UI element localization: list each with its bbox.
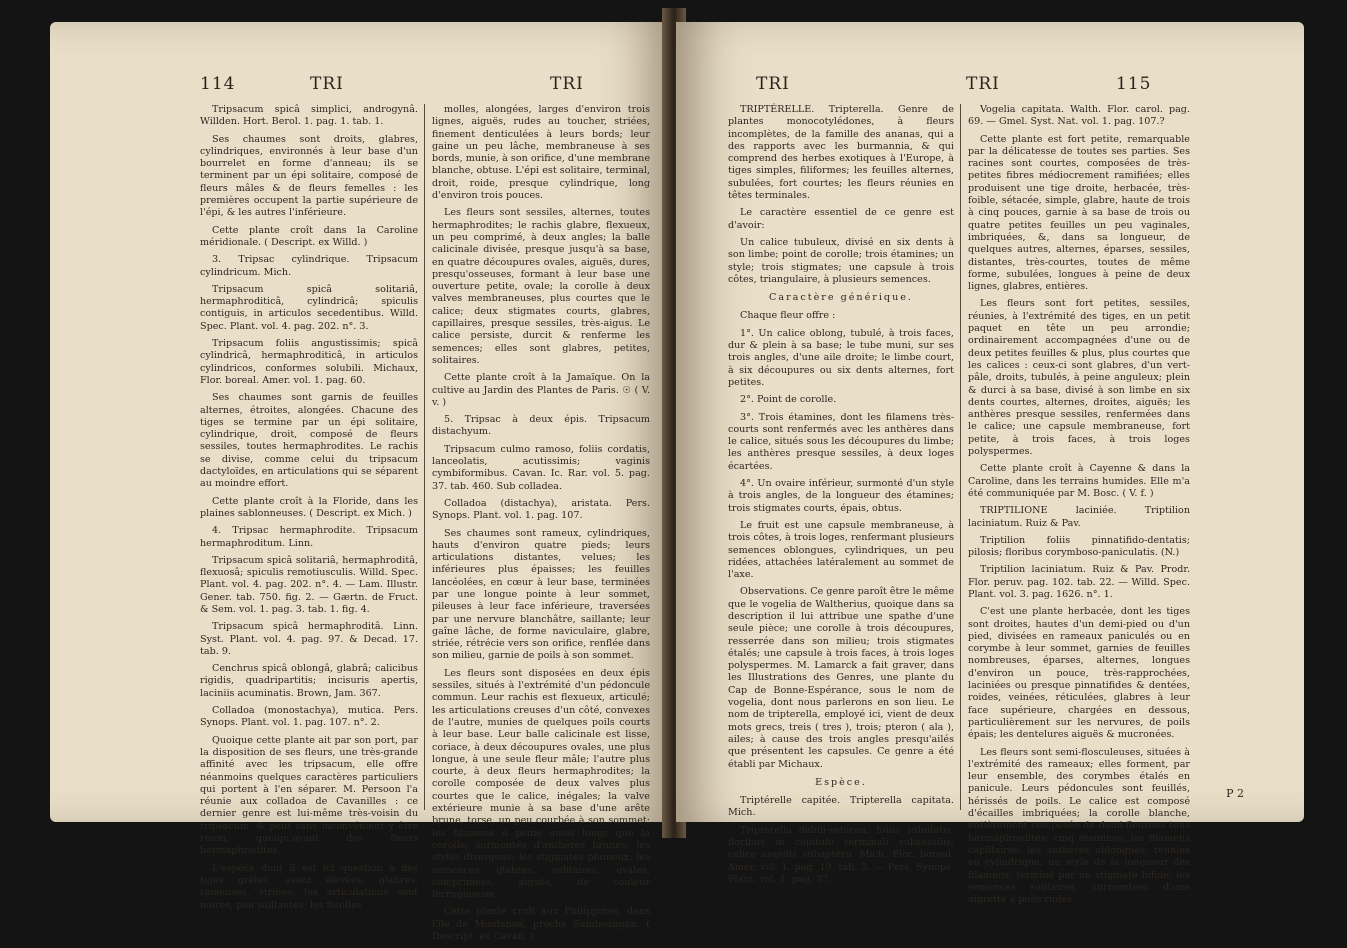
paragraph: Ses chaumes sont garnis de feuilles alternes, étroites, alongées. Chacune des tiges se termine par un épi solitaire, cylindrique, droit, composé de fleurs sessiles, toutes hermaphrodites. Le rachis se divise, comme celui du tripsacum dactyloïdes, en articulations qui se séparent au moindre effort. — [200, 392, 418, 490]
left-running-head: TRI — [310, 74, 344, 94]
paragraph: Triptilion foliis pinnatifido-dentatis; pilosis; floribus corymboso-paniculatis. (N.) — [968, 534, 1190, 559]
paragraph: Triptilion laciniatum. Ruiz & Pav. Prodr. Flor. peruv. pag. 102. tab. 22. — Willd. Spec. Plant. vol. 3. pag. 1626. n°. 1. — [968, 564, 1190, 600]
column-rule — [424, 104, 425, 810]
paragraph: Le caractère essentiel de ce genre est d'avoir: — [728, 207, 954, 231]
paragraph: Tripsacum spicâ solitariâ, hermaphroditâ, flexuosâ; spiculis remotiusculis. Willd. Spec. Plant. vol. 4. pag. 202. n°. 4. — Lam. Illustr. Gener. tab. 750. fig. 2. — Gærtn. de Fruct. & Sem. vol. 1. pag. 3. tab. 1. fig. 4. — [200, 554, 418, 615]
paragraph: 4. Tripsac hermaphrodite. Tripsacum hermaphroditum. Linn. — [200, 525, 418, 549]
paragraph: Le fruit est une capsule membraneuse, à trois côtes, à trois loges, renfermant plusieurs semences oblongues, cylindriques, un peu ridées, attachées latéralement au sommet de l'axe. — [728, 519, 954, 581]
paragraph: Tripterella debili-setacea, foliis subulatis; floribus in capitulo terminali subsessilis; calice angulis subaptero. Mich. Flor. boreal. Amer. vol. 1. pag. 19. tab. 3. — Pers. Synops. Plant. vol. 1. pag. 37. — [728, 824, 954, 885]
column-rule — [960, 104, 961, 810]
paragraph: Cette plante croît à la Floride, dans les plaines sablonneuses. ( Descript. ex Mich. ) — [200, 495, 418, 519]
paragraph: TRIPTÉRELLE. Tripterella. Genre de plantes monocotylédones, à fleurs incomplètes, de la famille des ananas, qui a des rapports avec les burmannia, & qui comprend des herbes exotiques à l'Europe, à tiges simples, filiformes; les feuilles alternes, subulées, fort courtes; les fleurs réunies en têtes terminales. — [728, 104, 954, 202]
paragraph: Quoique cette plante ait par son port, par la disposition de ses fleurs, une très-grande affinité avec les tripsacum, elle offre néanmoins quelques caractères particuliers qui portent à l'en séparer. M. Persoon l'a réunie aux colladoa de Cavanilles : ce dernier genre est lui-même très-voisin du tripsacum, & peut sans inconvénient y être réuni, quoiqu'ayant des fleurs hermaphrodites. — [200, 734, 418, 857]
left-column-2 — [432, 104, 650, 948]
paragraph: Un calice tubuleux, divisé en six dents à son limbe; point de corolle; trois étamines; un style; trois stigmates; une capsule à trois côtes, triangulaire, à plusieurs semences. — [728, 236, 954, 285]
paragraph: C'est une plante herbacée, dont les tiges sont droites, hautes d'un demi-pied ou d'un pied, divisées en rameaux paniculés ou en corymbe à leur sommet, garnies de feuilles nombreuses, éparses, alternes, longues d'environ un pouce, très-rapprochées, laciniées ou presque pinnatifides & dentées, roides, veinées, réticulées, glabres à leur face supérieure, chargées en dessous, particulièrement sur les nervures, de poils épais; les dentelures aiguës & mucronées. — [968, 606, 1190, 741]
paragraph: 3. Tripsac cylindrique. Tripsacum cylindricum. Mich. — [200, 254, 418, 278]
left-page-number: 114 — [200, 74, 236, 94]
paragraph: Ses chaumes sont droits, glabres, cylindriques, environnés à leur base d'un bourrelet en forme d'anneau; ils se terminent par un épi solitaire, composé de fleurs mâles & de fleurs femelles : les premières occupent la partie supérieure de l'épi, & les autres l'inférieure. — [200, 133, 418, 219]
paragraph: 1°. Un calice oblong, tubulé, à trois faces, dur & plein à sa base; le tube muni, sur ses trois angles, d'une aile droite; le limbe court, à six découpures ou six dents alternes, fort petites. — [728, 327, 954, 388]
paragraph: Colladoa (monostachya), mutica. Pers. Synops. Plant. vol. 1. pag. 107. n°. 2. — [200, 705, 418, 729]
paragraph: molles, alongées, larges d'environ trois lignes, aiguës, rudes au toucher, striées, finement denticulées à leurs bords; leur gaine un peu lâche, membraneuse à ses bords, munie, à son orifice, d'une membrane blanche, obtuse. L'épi est solitaire, terminal, droit, roide, presque cylindrique, long d'environ trois pouces. — [432, 104, 650, 202]
paragraph: L'espèce dont il est ici question a des tiges grêles, assez élevées, glabres, rameuses, striées; les articulations sont noires, peu saillantes; les feuilles — [200, 862, 418, 911]
paragraph: Espèce. — [815, 776, 867, 788]
paragraph: Colladoa (distachya), aristata. Pers. Synops. Plant. vol. 1. pag. 107. — [432, 497, 650, 522]
right-column-1 — [728, 104, 954, 891]
paragraph: Chaque fleur offre : — [740, 310, 836, 322]
right-page-number: 115 — [1116, 74, 1152, 94]
paragraph: Cette plante croît aux Philippines, dans l'île de Mindanoa, proche Samboangan. ( Descript. ex Cavan. ) — [432, 906, 650, 942]
signature-mark: P 2 — [1226, 787, 1244, 800]
left-running-head-2: TRI — [550, 74, 584, 94]
paragraph: Vogelia capitata. Walth. Flor. carol. pag. 69. — Gmel. Syst. Nat. vol. 1. pag. 107.? — [968, 104, 1190, 128]
paragraph: Les fleurs sont semi-flosculeuses, situées à l'extrémité des rameaux; elles forment, par leur ensemble, des corymbes étalés en panicule. Leurs pédoncules sont feuillés, hérissés de poils. Le calice est composé d'écailles imbriquées; la corolle blanche, entièrement composée de demi-fleurons tous hermaphrodites; cinq étamines; les filamens capillaires; les anthères oblongues, réunies en cylindrique; un style de la longueur des filamens, terminé par un stigmate bifide; les semences solitaires, surmontées d'une aigrette à poils rudes. — [968, 746, 1190, 906]
right-page — [676, 22, 1304, 906]
right-running-head: TRI — [756, 74, 790, 94]
paragraph: Tripsacum culmo ramoso, foliis cordatis, lanceolatis, acutissimis; vaginis cymbiformibus. Cavan. Ic. Rar. vol. 5. pag. 37. tab. 460. Sub colladea. — [432, 443, 650, 492]
open-book — [40, 8, 1308, 942]
paragraph: 5. Tripsac à deux épis. Tripsacum distachyum. — [432, 414, 650, 438]
paragraph: TRIPTILIONE laciniée. Triptilion laciniatum. Ruiz & Pav. — [968, 505, 1190, 529]
paragraph: Triptérelle capitée. Tripterella capitata. Mich. — [728, 795, 954, 819]
paragraph: 3°. Trois étamines, dont les filamens très-courts sont renfermés avec les anthères dans le calice, situés sous les découpures du limbe; les anthères presque sessiles, à deux loges écartées. — [728, 411, 954, 472]
paragraph: Observations. Ce genre paroît être le même que le vogelia de Waltherius, quoique dans sa description il lui attribue une spathe d'une seule pièce; une corolle à trois découpures, resserrée dans son milieu; trois stigmates étalés; une capsule à trois faces, à trois loges polyspermes. M. Lamarck a fait graver, dans les Illustrations des Genres, une plante du Cap de Bonne-Espérance, sous le nom de vogelia, dont nous parlerons en son lieu. Le nom de tripterella, employé ici, vient de deux mots grecs, treis ( tres ), trois; pteron ( ala ), ailes; à cause des trois angles presqu'ailés que présentent les capsules. Ce genre a été établi par Michaux. — [728, 586, 954, 770]
left-column-1 — [200, 104, 418, 917]
paragraph: Cette plante est fort petite, remarquable par la délicatesse de toutes ses parties. Ses racines sont courtes, composées de très-petites fibres médiocrement ramifiées; elles produisent une tige droite, herbacée, très-foible, sétacée, simple, glabre, haute de trois à cinq pouces, garnie à sa base de trois ou quatre petites feuilles un peu vaginales, imbriquées, &, dans sa longueur, de quelques autres, alternes, éparses, sessiles, distantes, très-courtes, toutes de même forme, subulées, longues à peine de deux lignes, glabres, entières. — [968, 133, 1190, 293]
paragraph: Caractère générique. — [769, 292, 913, 304]
paragraph: Tripsacum spicâ hermaphroditâ. Linn. Syst. Plant. vol. 4. pag. 97. & Decad. 17. tab. 9. — [200, 621, 418, 657]
paragraph: Cette plante croît à la Jamaïque. On la cultive au Jardin des Plantes de Paris. ☉ ( V. v. ) — [432, 372, 650, 408]
paragraph: Tripsacum foliis angustissimis; spicâ cylindricâ, hermaphroditicâ, in articulos cylindricos, conformes solubili. Michaux, Flor. boreal. Amer. vol. 1. pag. 60. — [200, 338, 418, 386]
paragraph: Les fleurs sont disposées en deux épis sessiles, situés à l'extrémité d'un pédoncule commun. Leur rachis est flexueux, articulé; les articulations creuses d'un côté, convexes de l'autre, munies de quelques poils courts à leur base. Leur balle calicinale est lisse, coriace, à deux découpures ovales, une plus longue, à une seule fleur mâle; l'autre plus courte, à deux fleurs hermaphrodites; la corolle composée de deux valves plus courtes que le calice, inégales; la valve extérieure munie à sa base d'une arête brune, torse, un peu courbée à son sommet; les filamens à peine aussi longs que la corolle, surmontés d'anthères brunes; les styles divergens; les stigmates plumeux; les semences glabres, solitaires, ovales, comprimées, aiguës, de couleur ferrugineuse. — [432, 667, 650, 901]
right-column-2 — [968, 104, 1190, 911]
right-running-head-2: TRI — [966, 74, 1000, 94]
paragraph: Les fleurs sont sessiles, alternes, toutes hermaphrodites; le rachis glabre, flexueux, un peu comprimé, à deux angles; la balle calicinale divisée, presque jusqu'à sa base, en quatre découpures ovales, aiguës, dures, presqu'osseuses, formant à leur base une ouverture petite, ovale; la corolle à deux valves membraneuses, plus courtes que le calice; deux stigmates courts, glabres, capillaires, presque sessiles, très-aigus. Le calice persiste, durcit & renferme les semences; elles sont glabres, petites, solitaires. — [432, 207, 650, 366]
paragraph: Cette plante croît dans la Caroline méridionale. ( Descript. ex Willd. ) — [200, 224, 418, 248]
paragraph: Ses chaumes sont rameux, cylindriques, hauts d'environ quatre pieds; leurs articulations distantes, velues; les inférieures plus épaisses; les feuilles lancéolées, en cœur à leur base, terminées par une longue pointe à leur sommet, pileuses à leur face inférieure, traversées par une nervure blanchâtre, saillante; leur gaîne lâche, de forme naviculaire, glabre, striée, rétrécie vers son orifice, renflée dans son milieu, garnie de poils à son sommet. — [432, 527, 650, 662]
paragraph: 2°. Point de corolle. — [740, 394, 837, 406]
left-page — [50, 22, 670, 942]
paragraph: Les fleurs sont fort petites, sessiles, réunies, à l'extrémité des tiges, en un petit paquet en tête un peu arrondie; ordinairement accompagnées d'une ou de deux petites feuilles & plus, plus courtes que les calices : ceux-ci sont glabres, d'un vert-pâle, droits, tubulés, à peine anguleux; plein & durci à sa base, divisé à son limbe en six dents courtes, alternes, droites, aiguës; les anthères presque sessiles, renfermées dans le calice; une capsule membraneuse, fort petite, à trois faces, à trois loges polyspermes. — [968, 298, 1190, 458]
paragraph: Tripsacum spicâ simplici, androgynâ. Willden. Hort. Berol. 1. pag. 1. tab. 1. — [200, 104, 418, 128]
paragraph: Tripsacum spicâ solitariâ, hermaphroditicâ, cylindricâ; spiculis contiguis, in articulos secedentibus. Willd. Spec. Plant. vol. 4. pag. 202. n°. 3. — [200, 283, 418, 332]
paragraph: Cenchrus spicâ oblongâ, glabrâ; calicibus rigidis, quadripartitis; incisuris apertis, laciniis acuminatis. Brown, Jam. 367. — [200, 663, 418, 699]
paragraph: 4°. Un ovaire inférieur, surmonté d'un style à trois angles, de la longueur des étamines; trois stigmates courts, épais, obtus. — [728, 478, 954, 514]
paragraph: Cette plante croît à Cayenne & dans la Caroline, dans les terrains humides. Elle m'a été communiquée par M. Bosc. ( V. f. ) — [968, 463, 1190, 499]
